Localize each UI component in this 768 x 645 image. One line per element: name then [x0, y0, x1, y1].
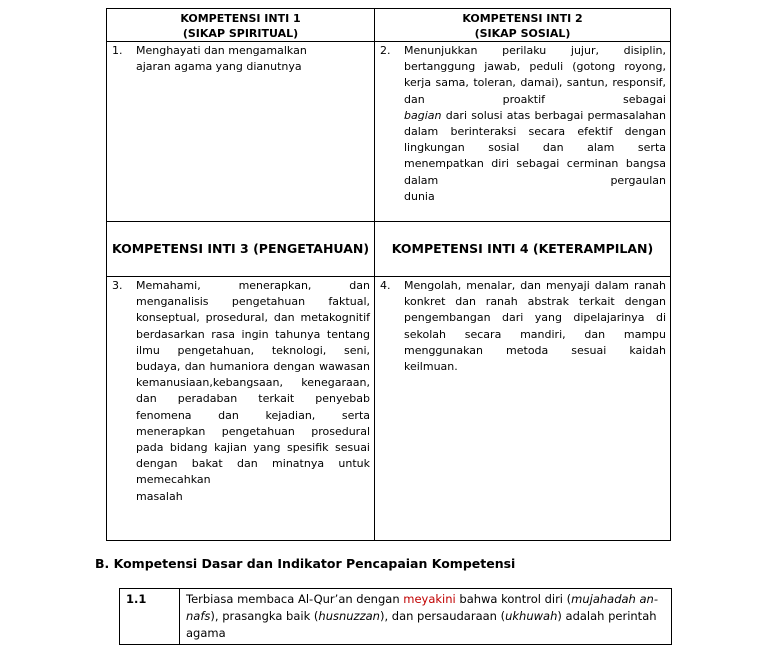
ki4-content — [375, 277, 671, 541]
ki3-title: KOMPETENSI INTI 3 (PENGETAHUAN) — [107, 222, 375, 277]
ki4-text-last: keilmuan. — [404, 360, 458, 374]
ki3-text: Memahami, menerapkan, dan menganalisis pengetahuan faktual, konseptual, prosedural, dan metakognitif berdasarkan rasa ingin tahunya tentang ilmu pengetahuan, teknologi, seni, budaya, dan humaniora dengan wawasan kemanusiaan,kebangsaan, kenegaraan, dan peradaban terkait penyebab fenomena dan kejadian, serta menerapkan pengetahuan prosedural pada bidang kajian yang spesifik sesuai dengan bakat dan minatnya untuk memecahkan — [136, 279, 370, 487]
ki1-title: KOMPETENSI INTI 1 — [180, 12, 301, 25]
ki2-subtitle: (SIKAP SOSIAL) — [474, 27, 571, 40]
ki1-header — [107, 9, 375, 42]
ki1-number: 1. — [112, 44, 123, 57]
ki2-text-a: Menunjukkan perilaku jujur, disiplin, bertanggung jawab, peduli (gotong royong, kerja sama, toleran, damai), santun, responsif, dan proaktif sebagai — [404, 44, 666, 106]
ki1-subtitle: (SIKAP SPIRITUAL) — [182, 27, 299, 40]
ki2-number: 2. — [380, 44, 391, 57]
kd-text-2: bahwa kontrol diri ( — [455, 592, 572, 606]
ki2-text-italic: bagian — [404, 108, 442, 122]
ki3-content — [107, 277, 375, 541]
table-row — [120, 589, 672, 645]
ki2-text-b: dari solusi atas berbagai permasalahan dalam berinteraksi secara efektif dengan lingkungan sosial dan alam serta menempatkan diri sebagai cerminan bangsa dalam pergaulan — [404, 108, 666, 187]
kompetensi-inti-table — [106, 8, 671, 541]
ki2-content — [375, 42, 671, 222]
kd-italic-2: husnuzzan — [318, 609, 380, 623]
ki1-line-1: Menghayati dan mengamalkan — [136, 44, 307, 57]
kd-number: 1.1 — [120, 589, 180, 645]
kd-text-1: Terbiasa membaca Al-Qur’an dengan — [186, 592, 404, 606]
section-b-heading: B. Kompetensi Dasar dan Indikator Pencapaian Kompetensi — [95, 556, 516, 571]
ki2-title: KOMPETENSI INTI 2 — [462, 12, 583, 25]
kompetensi-dasar-table — [119, 588, 672, 645]
ki1-line-2: ajaran agama yang dianutnya — [136, 60, 302, 74]
ki4-title: KOMPETENSI INTI 4 (KETERAMPILAN) — [375, 222, 671, 277]
kd-text-highlight: meyakini — [403, 592, 456, 606]
ki3-text-last: masalah — [136, 489, 183, 503]
ki1-content — [107, 42, 375, 222]
ki4-text: Mengolah, menalar, dan menyaji dalam ranah konkret dan ranah abstrak terkait dengan pengembangan dari yang dipelajarinya di sekolah secara mandiri, dan mampu menggunakan metoda sesuai kaidah — [404, 279, 666, 357]
kd-text-4: ), dan persaudaraan ( — [379, 609, 506, 623]
kd-italic-3: ukhuwah — [505, 609, 558, 623]
ki3-number: 3. — [112, 279, 123, 292]
ki2-header — [375, 9, 671, 42]
ki4-number: 4. — [380, 279, 391, 292]
ki2-text-last: dunia — [404, 189, 435, 203]
kd-text-5: ) adalah perintah agama — [186, 609, 657, 640]
kd-text-3: ), prasangka baik ( — [210, 609, 319, 623]
kd-italic-1: mujahadah an-nafs — [186, 592, 658, 623]
kd-description — [180, 589, 672, 645]
